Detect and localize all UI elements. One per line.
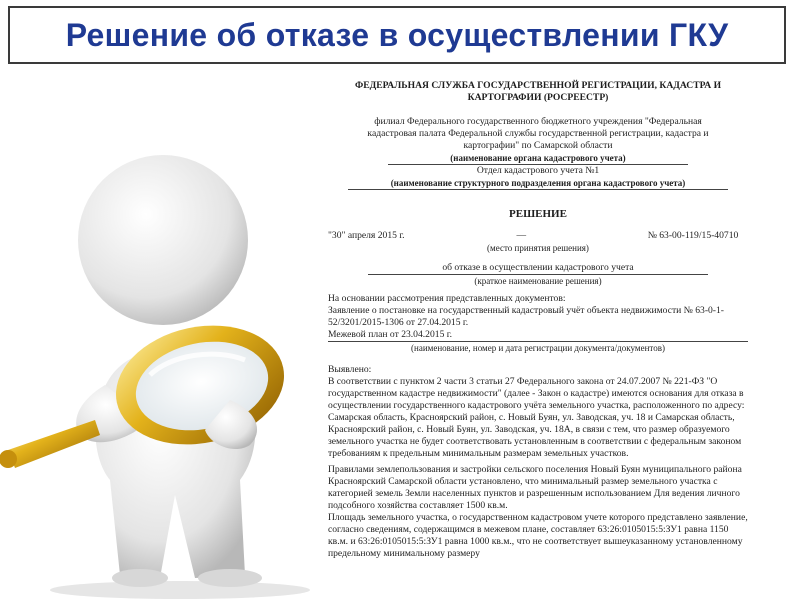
- page-title: Решение об отказе в осуществлении ГКУ: [65, 16, 729, 53]
- place-dash: —: [516, 230, 527, 241]
- decision-document: [328, 74, 748, 600]
- title-banner: [8, 6, 786, 64]
- found-text: В соответствии с пунктом 2 части 3 статьи 27 Федерального закона от 24.07.2007 № 221-ФЗ "О государственном кадастре недвижимости" (далее - Закон о кадастре) имеются основания для отказа в осуществлении государственного кадастрового учёта земельного участка, расположенного по адресу: Самарская область, Красноярский район, с. Новый Буян, ул. Заводская, уч. 18 и Самарская область, Красноярский район, с. Новый Буян, ул. Заводская, уч. 18А, в связи с тем, что размер образуемого земельного участка не будет соответствовать установленным в соответствии с федеральным законом требованиям к предельным минимальным размерам земельных участков.: [328, 376, 745, 459]
- decision-number: № 63-00-119/15-40710: [647, 230, 739, 241]
- decision-title: РЕШЕНИЕ: [509, 208, 567, 220]
- rules-text: Правилами землепользования и застройки сельского поселения Новый Буян муниципального района Красноярский Самарской области установлено, что минимальный размер земельного участка с категорией земель Земли населенных пунктов и разрешенным использованием Для ведения личного подсобного хозяйства составляет 1500 кв.м.: [328, 464, 742, 511]
- decision-name: об отказе в осуществлении кадастрового учета: [368, 262, 708, 275]
- date-row: [328, 230, 748, 242]
- department-name: Отдел кадастрового учета №1: [476, 165, 600, 176]
- basis-doc-1: Заявление о постановке на государственный кадастровый учёт объекта недвижимости № 63-0-1-52/3201/2015-1306 от 27.04.2015 г.: [328, 305, 724, 328]
- basis-doc-2: Межевой план от 23.04.2015 г.: [328, 329, 453, 340]
- branch-name: филиал Федерального государственного бюджетного учреждения "Федеральная кадастровая палата Федеральной службы государственной регистрации, кадастра и картографии" по Самарской области: [367, 116, 709, 151]
- branch-caption: (наименование органа кадастрового учета): [388, 152, 688, 165]
- place-caption: (место принятия решения): [487, 243, 589, 253]
- area-text: Площадь земельного участка, о государственном кадастровом учете которого представлено заявление, согласно сведениям, содержащимся в межевом плане, составляет 63:26:0105015:5:ЗУ1 равна 1150 кв.м. и 63:26:0105015:5:ЗУ1 равна 1000 кв.м., что не соответствует вышеуказанному установленному предельному минимальному размеру: [328, 512, 748, 559]
- found-label: Выявлено:: [328, 364, 372, 375]
- decision-name-caption: (краткое наименование решения): [474, 276, 602, 286]
- department-caption: (наименование структурного подразделения органа кадастрового учета): [348, 177, 728, 190]
- agency-name: ФЕДЕРАЛЬНАЯ СЛУЖБА ГОСУДАРСТВЕННОЙ РЕГИСТРАЦИИ, КАДАСТРА И КАРТОГРАФИИ (РОСРЕЕСТР): [354, 80, 722, 103]
- decision-date: "30" апреля 2015 г.: [328, 230, 405, 241]
- basis-caption: (наименование, номер и дата регистрации документа/документов): [328, 341, 748, 354]
- basis-intro: На основании рассмотрения представленных документов:: [328, 293, 566, 304]
- magnifier-person-icon: [0, 150, 330, 600]
